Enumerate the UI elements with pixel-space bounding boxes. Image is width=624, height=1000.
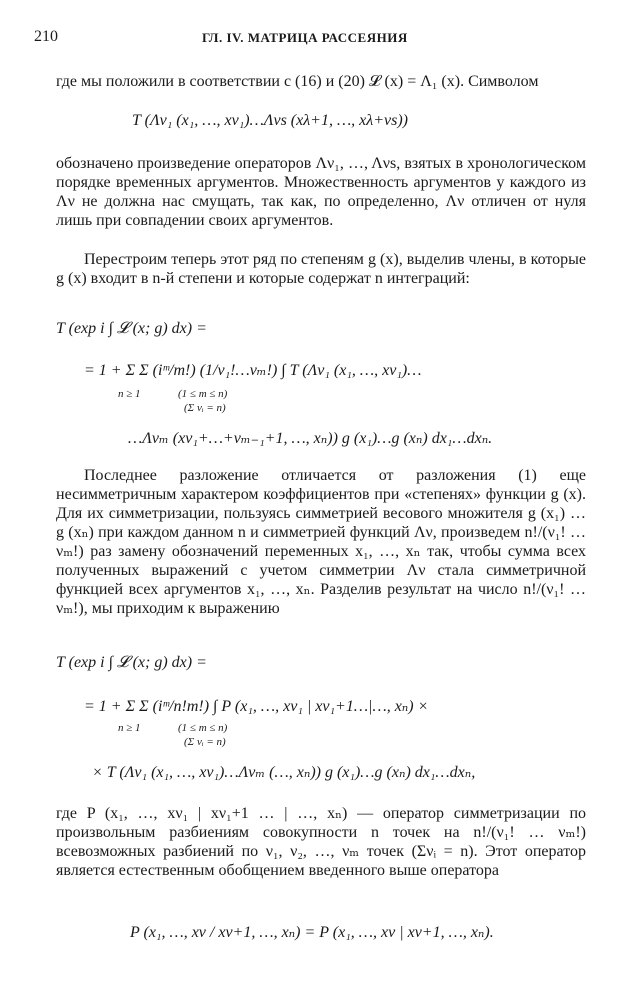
equation-2-sum-index-2b: (Σ νᵢ = n) xyxy=(184,402,226,414)
equation-4: P (x₁, …, xν / xν+1, …, xₙ) = P (x₁, …, xν | xν+1, …, xₙ). xyxy=(130,924,494,941)
equation-3-line-1: T (exp i ∫ 𝓛 (x; g) dx) = xyxy=(56,654,207,671)
equation-3-line-2: = 1 + Σ Σ (iᵐ/n!m!) ∫ P (x₁, …, xν₁ | xν₁+1…|…, xₙ) × xyxy=(84,698,429,715)
equation-2-line-2: = 1 + Σ Σ (iᵐ/m!) (1/ν₁!…νₘ!) ∫ T (Λν₁ (x₁, …, xν₁)… xyxy=(84,362,422,379)
page-header xyxy=(34,28,590,48)
equation-1: T (Λν₁ (x₁, …, xν₁)…Λνs (xλ+1, …, xλ+νs)) xyxy=(132,112,408,129)
equation-2-line-1: T (exp i ∫ 𝓛 (x; g) dx) = xyxy=(56,320,207,337)
page-number: 210 xyxy=(34,28,58,45)
equation-2-sum-index-2a: (1 ≤ m ≤ n) xyxy=(178,388,228,400)
paragraph-2: обозначено произведение операторов Λν₁, …, Λνs, взятых в хронологическом порядке временных аргументов. Множественность аргументов у каждого из Λν не должна нас смущать, так как, по определенно, Λν отличен от нуля лишь при совпадении своих аргументов. xyxy=(56,155,586,229)
paragraph-3: Перестроим теперь этот ряд по степеням g (x), выделив члены, в которые g (x) входит в n-й степени и которые содержат n интеграций: xyxy=(56,251,586,287)
paragraph-5: где P (x₁, …, xν₁ | xν₁+1 … | …, xₙ) — оператор симметризации по произвольным разбиениям совокупности n точек на n!/(ν₁! … νₘ!) всевозможных разбиений по ν₁, ν₂, …, νₘ точек (Σνᵢ = n). Этот оператор является естественным обобщением введенного выше оператора xyxy=(56,805,586,879)
equation-3-sum-index-2a: (1 ≤ m ≤ n) xyxy=(178,722,228,734)
running-title: ГЛ. IV. МАТРИЦА РАССЕЯНИЯ xyxy=(202,30,408,45)
equation-2-line-3: …Λνₘ (xν₁+…+νₘ₋₁+1, …, xₙ)) g (x₁)…g (xₙ) dx₁…dxₙ. xyxy=(128,430,493,447)
paragraph-4: Последнее разложение отличается от разложения (1) еще несимметричным характером коэффициентов при «степенях» функции g (x). Для их симметризации, пользуясь симметрией весового множителя g (x₁) … g (xₙ) при каждом данном n и симметрией функций Λν, произведем n!/(ν₁! … νₘ!) раз замену обозначений переменных x₁, …, xₙ так, чтобы сумма всех полученных выражений с учетом симметрии Λν стала симметричной функцией всех аргументов x₁, …, xₙ. Разделив результат на число n!/(ν₁! … νₘ!), мы приходим к выражению xyxy=(56,467,586,617)
equation-2-sum-index-1: n ≥ 1 xyxy=(118,388,141,400)
equation-3-line-3: × T (Λν₁ (x₁, …, xν₁)…Λνₘ (…, xₙ)) g (x₁)…g (xₙ) dx₁…dxₙ, xyxy=(92,764,476,781)
paragraph-1: где мы положили в соответствии с (16) и (20) 𝓛 (x) = Λ₁ (x). Символом xyxy=(56,73,539,90)
equation-3-sum-index-2b: (Σ νᵢ = n) xyxy=(184,736,226,748)
equation-3-sum-index-1: n ≥ 1 xyxy=(118,722,141,734)
